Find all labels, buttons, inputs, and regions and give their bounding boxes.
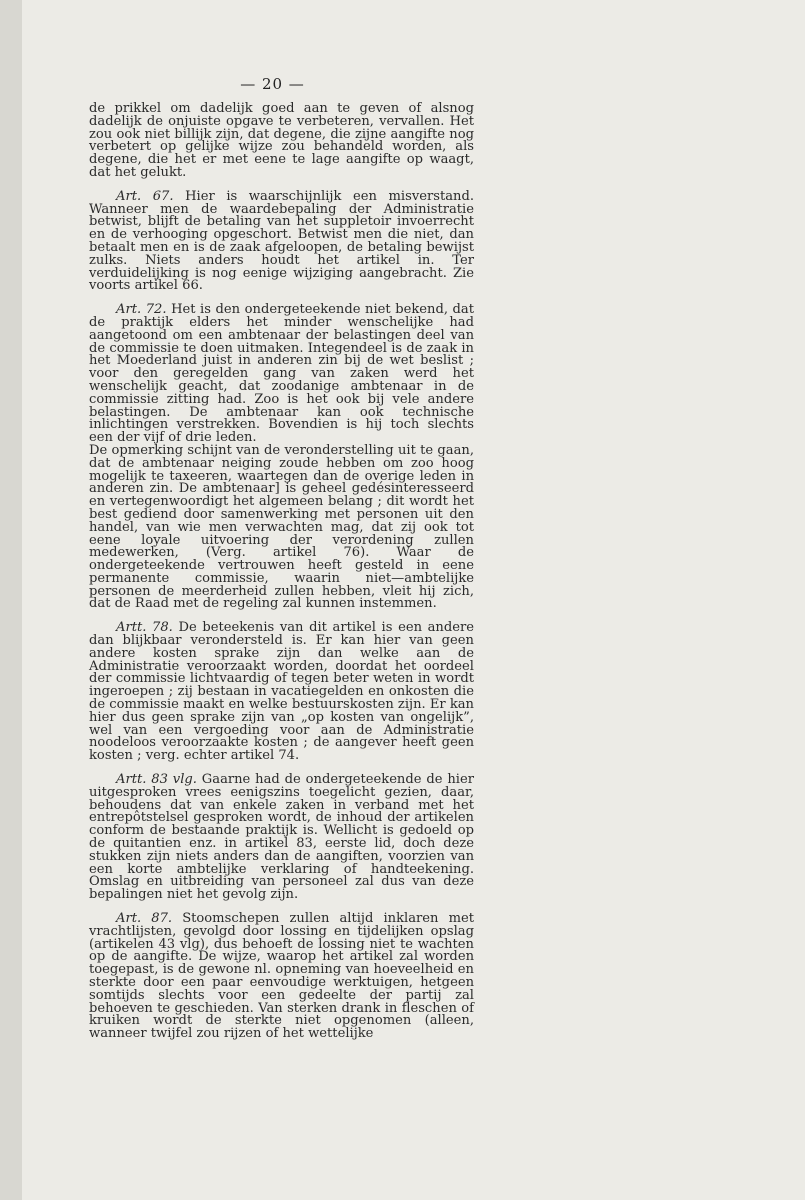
body-text xyxy=(89,103,474,1052)
article-reference: Artt. 83 vlg. xyxy=(116,772,197,788)
paragraph-text: Hier is waarschijnlijk een misverstand. Wanneer men de waardebepaling der Administratie betwist, blijft de betaling van het suppletoir invoerrecht en de verhooging opgeschort. Betwist men die niet, dan betaalt men en is de zaak afgeloopen, de betaling bewijst zulks. Niets anders houdt het artikel in. Ter verduidelijking is nog eenige wijziging aangebracht. Zie voorts artikel 66. xyxy=(89,188,474,294)
page-number: — 20 — xyxy=(240,75,305,93)
paragraph xyxy=(89,774,474,902)
paragraph-text: Gaarne had de ondergeteekende de hier uitgesproken vrees eenigszins toegelicht gezien, daar, behoudens dat van enkele zaken in verband met het entrepôtstelsel gesproken wordt, de inhoud der artikelen conform de bestaande praktijk is. Wellicht is gedoeld op de quitantien enz. in artikel 83, eerste lid, doch deze stukken zijn niets anders dan de aangiften, voorzien van een korte ambtelijke verklaring of handteekening. Omslag en uitbreiding van personeel zal dus van deze bepalingen niet het gevolg zijn. xyxy=(89,772,474,903)
paragraph-text: De beteekenis van dit artikel is een andere dan blijkbaar verondersteld is. Er kan hier van geen andere kosten sprake zijn dan welke aan de Administratie veroorzaakt worden, doordat het oordeel der commissie lichtvaardig of tegen beter weten in wordt ingeroepen ; zij bestaan in vacatiegelden en onkosten die de commissie maakt en welke bestuurskosten zijn. Er kan hier dus geen sprake zijn van „op kosten van ongelijk”, wel van een vergoeding voor aan de Administratie noodeloos veroorzaakte kosten ; de aangever heeft geen kosten ; verg. echter artikel 74. xyxy=(89,620,474,764)
paragraph-text: Het is den ondergeteekende niet bekend, dat de praktijk elders het minder wenschelijke had aangetoond om een ambtenaar der belastingen deel van de commissie te doen uitmaken. Integendeel is de zaak in het Moederland juist in anderen zin bij de wet beslist ; voor den geregelden gang van zaken werd het wenschelijk geacht, dat zoodanige ambtenaar in de commissie zitting had. Zoo is het ook bij vele andere belastingen. De ambtenaar kan ook technische inlichtingen verstrekken. Bovendien is hij toch slechts een der vijf of drie leden. xyxy=(89,302,474,446)
article-reference: Art. 87. xyxy=(116,911,173,927)
paragraph xyxy=(89,304,474,445)
article-reference: Art. 72. xyxy=(116,302,167,318)
paragraph xyxy=(89,913,474,1041)
article-reference: Artt. 78. xyxy=(116,620,173,636)
paragraph xyxy=(89,622,474,763)
paragraph-text: Stoomschepen zullen altijd inklaren met vrachtlijsten, gevolgd door lossing en tijdelijken opslag (artikelen 43 vlg), dus behoeft de lossing niet te wachten op de aangifte. De wijze, waarop het artikel zal worden toegepast, is de gewone nl. opneming van hoeveelheid en sterkte door een paar eenvoudige werktuigen, hetgeen somtijds slechts voor een gedeelte der partij zal behoeven te geschieden. Van sterken drank in fleschen of kruiken wordt de sterkte niet opgenomen (alleen, wanneer twijfel zou rijzen of het wettelijke xyxy=(89,911,474,1042)
paragraph xyxy=(89,103,474,180)
paragraph xyxy=(89,188,474,294)
paragraph xyxy=(89,442,474,612)
paragraph-text: de prikkel om dadelijk goed aan te geven of alsnog dadelijk de onjuiste opgave te verbeteren, vervallen. Het zou ook niet billijk zijn, dat degene, die zijne aangifte nog verbetert op gelijke wijze zou behandeld worden, als degene, die het er met eene te lage aangifte op waagt, dat het gelukt. xyxy=(89,101,474,180)
paragraph-text: De opmerking schijnt van de veronderstelling uit te gaan, dat de ambtenaar neiging zoude hebben om zoo hoog mogelijk te taxeeren, waartegen dan de overige leden in anderen zin. De ambtenaar] is geheel gedésinteresseerd en vertegenwoordigt het algemeen belang ; dit wordt het best gediend door samenwerking met personen uit den handel, van wie men verwachten mag, dat zij ook tot eene loyale uitvoering der verordening zullen medewerken, (Verg. artikel 76). Waar de ondergeteekende vertrouwen heeft gesteld in eene permanente commissie, waarin niet—ambtelijke personen de meerderheid zullen hebben, vleit hij zich, dat de Raad met de regeling zal kunnen instemmen. xyxy=(89,442,474,612)
article-reference: Art. 67. xyxy=(116,188,174,204)
page-gutter xyxy=(0,0,22,1200)
